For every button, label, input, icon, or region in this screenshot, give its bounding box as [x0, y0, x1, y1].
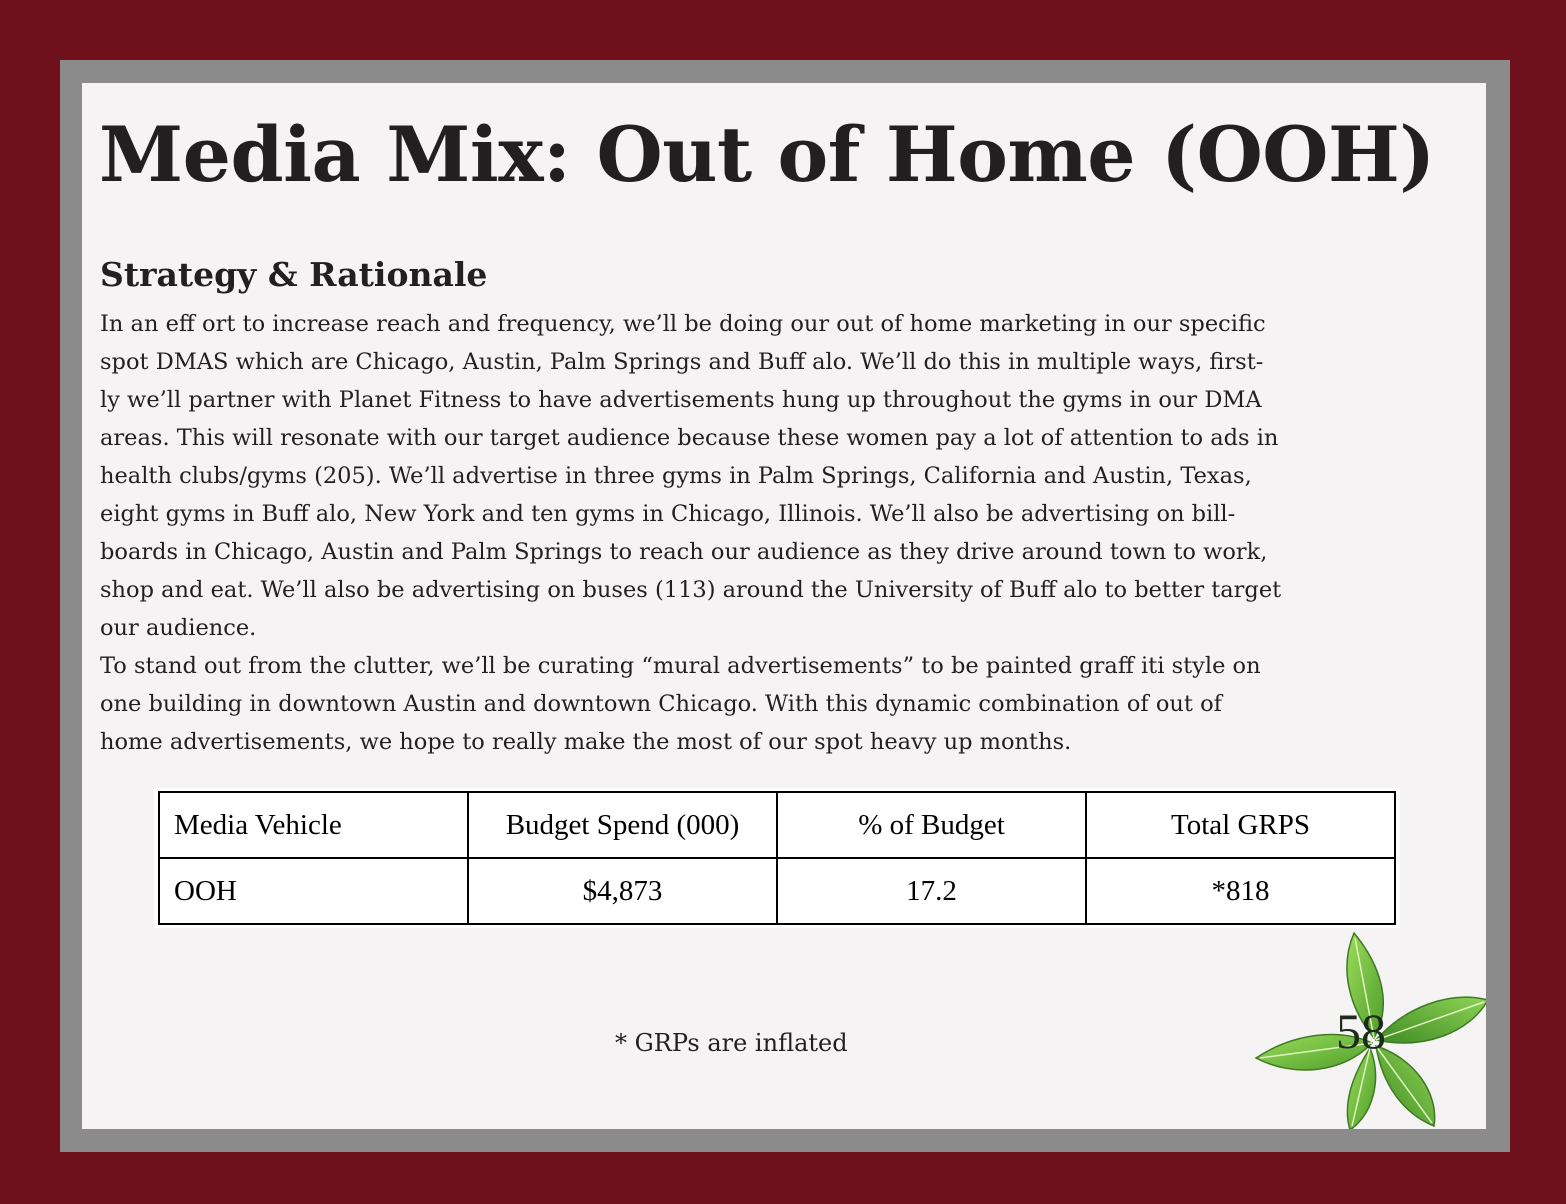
footnote: * GRPs are inflated [615, 1029, 848, 1057]
section-heading: Strategy & Rationale [100, 255, 488, 294]
body-line: home advertisements, we hope to really make the most of our spot heavy up months. [100, 729, 1072, 755]
table-header-row [159, 792, 1395, 858]
body-line: boards in Chicago, Austin and Palm Springs to reach our audience as they drive around town to work, [100, 539, 1268, 565]
body-line: shop and eat. We’ll also be advertising on buses (113) around the University of Buff alo to better target [100, 577, 1282, 603]
slide-page [82, 83, 1486, 1129]
cell-media-vehicle: OOH [159, 858, 468, 924]
body-line: ly we’ll partner with Planet Fitness to have advertisements hung up throughout the gyms in our DMA [100, 387, 1262, 413]
body-line: spot DMAS which are Chicago, Austin, Palm Springs and Buff alo. We’ll do this in multiple ways, first- [100, 349, 1264, 375]
table-row [159, 858, 1395, 924]
body-line: health clubs/gyms (205). We’ll advertise in three gyms in Palm Springs, California and Austin, Texas, [100, 463, 1252, 489]
header-percent-budget: % of Budget [777, 792, 1086, 858]
body-line: To stand out from the clutter, we’ll be curating “mural advertisements” to be painted graff iti style on [100, 653, 1261, 679]
page-title: Media Mix: Out of Home (OOH) [99, 110, 1435, 199]
header-media-vehicle: Media Vehicle [159, 792, 468, 858]
header-budget-spend: Budget Spend (000) [468, 792, 777, 858]
cell-percent-budget: 17.2 [777, 858, 1086, 924]
body-line: areas. This will resonate with our target audience because these women pay a lot of attention to ads in [100, 425, 1279, 451]
cell-budget-spend: $4,873 [468, 858, 777, 924]
media-table [154, 788, 1400, 928]
body-line: our audience. [100, 615, 257, 641]
body-line: In an eff ort to increase reach and frequency, we’ll be doing our out of home marketing in our specific [100, 311, 1266, 337]
media-table-grid [158, 791, 1396, 925]
body-line: one building in downtown Austin and downtown Chicago. With this dynamic combination of out of [100, 691, 1222, 717]
cell-total-grps: *818 [1086, 858, 1395, 924]
body-line: eight gyms in Buff alo, New York and ten gyms in Chicago, Illinois. We’ll also be advertising on bill- [100, 501, 1236, 527]
page-number: 58 [1336, 1003, 1386, 1059]
header-total-grps: Total GRPS [1086, 792, 1395, 858]
body-text [100, 305, 1430, 761]
